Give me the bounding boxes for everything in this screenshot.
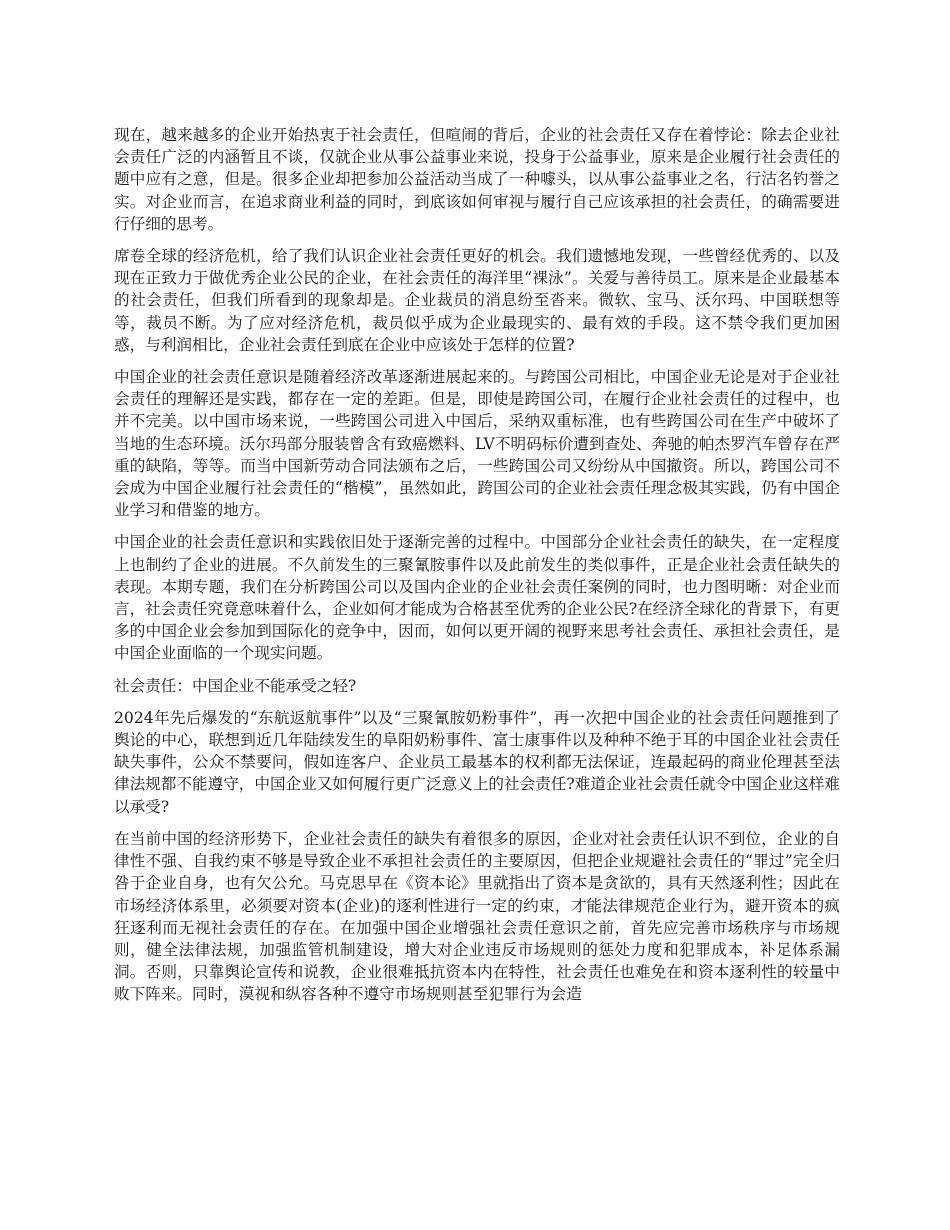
paragraph-incidents: 2024年先后爆发的“东航返航事件”以及“三聚氰胺奶粉事件”，再一次把中国企业的社会责任问题推到了舆论的中心，联想到近几年陆续发生的阜阳奶粉事件、富士康事件以及种种不绝于耳的中国企业社会责任缺失事件，公众不禁要问，假如连客户、企业员工最基本的权利都无法保证，连最起码的商业伦理甚至法律法规都不能遵守，中国企业又如何履行更广泛意义上的社会责任?难道企业社会责任就令中国企业这样难以承受? xyxy=(114,708,840,816)
paragraph-chinese-enterprises: 中国企业的社会责任意识和实践依旧处于逐渐完善的过程中。中国部分企业社会责任的缺失，在一定程度上也制约了企业的进展。不久前发生的三聚氰胺事件以及此前发生的类似事件，正是企业社会责任缺失的表现。本期专题，我们在分析跨国公司以及国内企业的企业社会责任案例的同时，也力图明晰：对企业而言，社会责任究竟意味着什么，企业如何才能成为合格甚至优秀的企业公民?在经济全球化的背景下，有更多的中国企业会参加到国际化的竞争中，因而，如何以更开阔的视野来思考社会责任、承担社会责任，是中国企业面临的一个现实问题。 xyxy=(114,533,840,663)
paragraph-intro: 现在，越来越多的企业开始热衷于社会责任，但喧闹的背后，企业的社会责任又存在着悖论：除去企业社会责任广泛的内涵暂且不谈，仅就企业从事公益事业来说，投身于公益事业，原来是企业履行社会责任的题中应有之意，但是。很多企业却把参加公益活动当成了一种噱头，以从事公益事业之名，行沽名钓誉之实。对企业而言，在追求商业利益的同时，到底该如何审视与履行自己应该承担的社会责任，的确需要进行仔细的思考。 xyxy=(114,126,840,233)
paragraph-multinationals: 中国企业的社会责任意识是随着经济改革逐渐进展起来的。与跨国公司相比，中国企业无论是对于企业社会责任的理解还是实践，都存在一定的差距。但是，即使是跨国公司，在履行企业社会责任的过程中，也并不完美。以中国市场来说，一些跨国公司进入中国后，采纳双重标准，也有些跨国公司在生产中破坏了当地的生态环境。沃尔玛部分服装曾含有致癌燃料、LV不明码标价遭到查处、奔驰的帕杰罗汽车曾存在严重的缺陷，等等。而当中国新劳动合同法颁布之后，一些跨国公司又纷纷从中国撤资。所以，跨国公司不会成为中国企业履行社会责任的“楷模”，虽然如此，跨国公司的企业社会责任理念极其实践，仍有中国企业学习和借鉴的地方。 xyxy=(114,368,840,520)
paragraph-causes: 在当前中国的经济形势下，企业社会责任的缺失有着很多的原因，企业对社会责任认识不到位，企业的自律性不强、自我约束不够是导致企业不承担社会责任的主要原因，但把企业规避社会责任的“罪过”完全归咎于企业自身，也有欠公允。马克思早在《资本论》里就指出了资本是贪欲的，具有天然逐利性；因此在市场经济体系里，必须要对资本(企业)的逐利性进行一定的约束，才能法律规范企业行为，避开资本的疯狂逐利而无视社会责任的存在。在加强中国企业增强社会责任意识之前，首先应完善市场秩序与市场规则，健全法律法规，加强监管机制建设，增大对企业违反市场规则的惩处力度和犯罪成本，补足体系漏洞。否则，只靠舆论宣传和说教，企业很难抵抗资本内在特性，社会责任也难免在和资本逐利性的较量中败下阵来。同时，漠视和纵容各种不遵守市场规则甚至犯罪行为会造 xyxy=(114,829,840,1004)
section-heading: 社会责任：中国企业不能承受之轻? xyxy=(114,676,357,695)
document-body xyxy=(114,124,840,1016)
paragraph-economic-crisis: 席卷全球的经济危机，给了我们认识企业社会责任更好的机会。我们遗憾地发现，一些曾经优秀的、以及现在正致力于做优秀企业公民的企业，在社会责任的海洋里“裸泳”。关爱与善待员工。原来是企业最基本的社会责任，但我们所看到的现象却是。企业裁员的消息纷至沓来。微软、宝马、沃尔玛、中国联想等等，裁员不断。为了应对经济危机，裁员似乎成为企业最现实的、最有效的手段。这不禁令我们更加困惑，与利润相比，企业社会责任到底在企业中应该处于怎样的位置? xyxy=(114,247,840,354)
